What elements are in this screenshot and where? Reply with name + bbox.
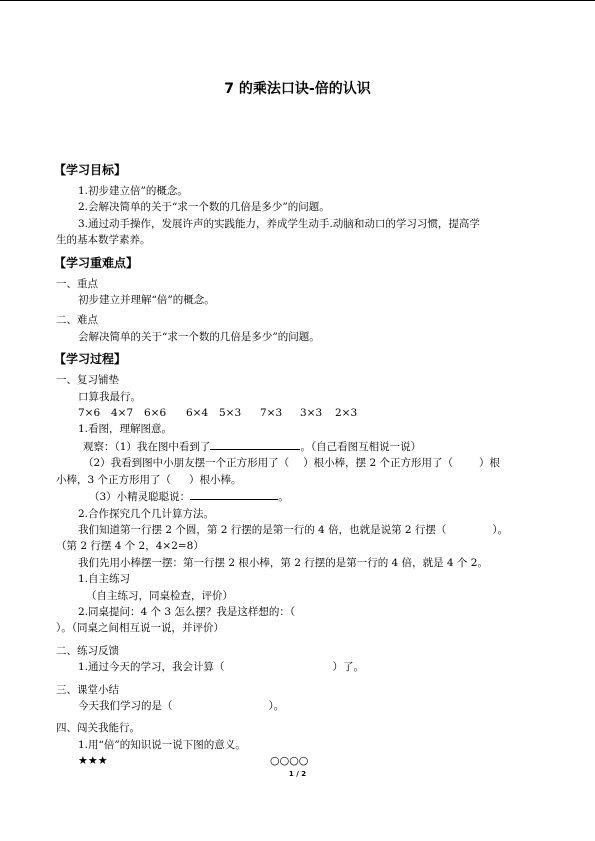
self-practice: 1.自主练习 xyxy=(78,573,131,586)
section-heading-keypoints: 【学习重难点】 xyxy=(54,255,139,270)
goal-item-1: 1.初步建立倍”的概念。 xyxy=(78,185,188,197)
q2-line-cont xyxy=(56,472,546,488)
part2-title: 二、练习反馈 xyxy=(56,644,119,657)
document-body xyxy=(56,158,546,770)
part3-text: 今天我们学习的是（ xyxy=(78,699,173,712)
ask-line: 2.同桌提问：4 个 3 怎么摆？我是这样想的：（ xyxy=(78,605,296,618)
q3-tail: 。 xyxy=(278,491,289,504)
calc-item: 2×3 xyxy=(335,407,358,420)
part4-title: 四、闯关我能行。 xyxy=(56,722,140,735)
part4-text: 1.用“倍”的知识说一说下图的意义。 xyxy=(78,738,246,751)
q3-text: （3）小精灵聪聪说： xyxy=(89,491,191,504)
circles-figure: ○○○○ xyxy=(270,754,309,768)
goal-item-3: 3.通过动手操作，发展许声的实践能力，养成学生动手.动脑和动口的学习习惯，提高学 xyxy=(78,217,480,230)
part3-tail: ）。 xyxy=(268,699,285,712)
observe-text: 观察：（1）我在图中看到了 xyxy=(83,440,211,453)
q2-line xyxy=(56,455,546,471)
part2-line xyxy=(56,659,546,675)
difficulty-title: 二、难点 xyxy=(56,314,98,327)
know-line xyxy=(56,522,546,538)
calc-item: 7×6 xyxy=(78,407,101,420)
know-note: （第 2 行摆 4 个 2，4×2=8） xyxy=(56,540,204,553)
calc-row xyxy=(56,405,546,421)
goal-item-2: 2.会解决简单的关于“求一个数的几倍是多少”的问题。 xyxy=(78,201,330,214)
part3-line xyxy=(56,698,546,714)
section-heading-process: 【学习过程】 xyxy=(54,352,127,367)
keypoint-text: 初步建立并理解“倍”的概念。 xyxy=(78,294,215,307)
calc-item: 7×3 xyxy=(260,407,283,420)
calc-item: 6×4 xyxy=(186,407,209,420)
q2-text-b: ）根小棒，摆 2 个正方形用了（ xyxy=(303,457,454,470)
self-practice-note: （自主练习，同桌检查，评价） xyxy=(86,589,233,602)
calc-item: 5×3 xyxy=(219,407,242,420)
page-number: 1 / 2 xyxy=(288,770,307,778)
goal-item-3-cont: 生的基本数学素养。 xyxy=(56,234,151,247)
coop-line: 2.合作探究几个几计算方法。 xyxy=(78,507,215,520)
calc-item: 6×6 xyxy=(144,407,167,420)
stars-figure: ★★★ xyxy=(78,754,108,768)
look-line: 1.看图，理解图意。 xyxy=(78,423,173,436)
top-rule xyxy=(0,0,595,1)
observe-line xyxy=(56,438,546,455)
part1-title: 一、复习铺垫 xyxy=(56,374,119,387)
part2-tail: ）了。 xyxy=(332,661,365,674)
calc-item: 4×7 xyxy=(111,407,134,420)
difficulty-text: 会解决简单的关于“求一个数的几倍是多少”的问题。 xyxy=(78,330,320,343)
observe-tail: 。（自己看图互相说一说） xyxy=(300,440,422,453)
know-tail: ）。 xyxy=(492,523,509,536)
know-text: 我们知道第一行摆 2 个圆，第 2 行摆的是第一行的 4 倍，也就是说第 2 行摆（ xyxy=(78,523,447,536)
figure-row xyxy=(56,753,546,769)
part2-text: 1.通过今天的学习，我会计算（ xyxy=(78,661,225,674)
stick-line: 我们先用小棒摆一摆：第一行摆 2 根小棒，第 2 行摆的是第一行的 4 倍，就是 4 个 2。 xyxy=(78,556,488,569)
q2-text-e: ）根小棒。 xyxy=(189,473,242,486)
page-title: 7 的乘法口诀-倍的认识 xyxy=(224,81,371,97)
observe-blank[interactable] xyxy=(210,438,300,450)
part1-sub: 口算我最行。 xyxy=(78,390,141,403)
keypoint-title: 一、重点 xyxy=(56,277,98,290)
q2-text-d: 小棒，3 个正方形用了（ xyxy=(56,473,172,486)
q3-line xyxy=(56,488,546,505)
ask-line-cont: ）。（同桌之间相互说一说，并评价） xyxy=(56,622,224,635)
q3-blank[interactable] xyxy=(190,488,278,500)
calc-item: 3×3 xyxy=(300,407,323,420)
section-heading-goals: 【学习目标】 xyxy=(54,163,127,177)
q2-text-c: ）根 xyxy=(479,457,501,470)
q2-text-a: （2）我看到图中小朋友摆一个正方形用了（ xyxy=(83,457,290,470)
part3-title: 三、课堂小结 xyxy=(56,683,119,696)
